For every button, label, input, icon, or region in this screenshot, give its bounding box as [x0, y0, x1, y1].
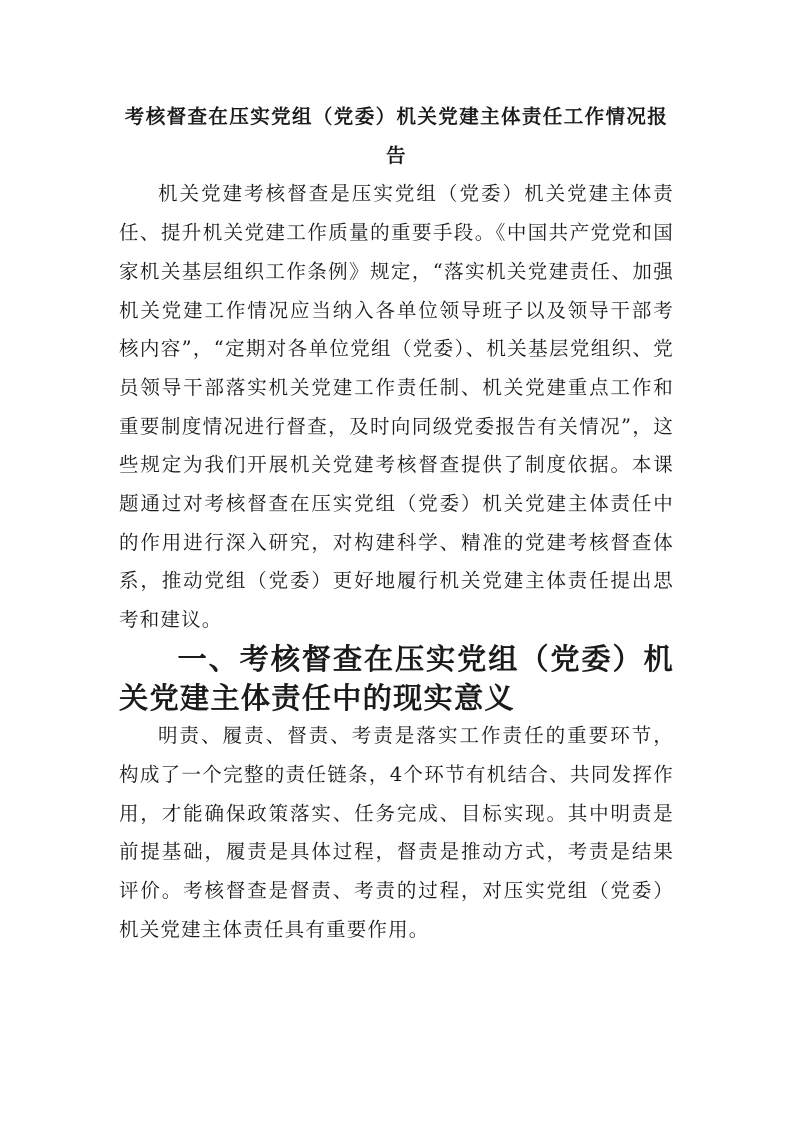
intro-paragraph: 机关党建考核督查是压实党组（党委）机关党建主体责任、提升机关党建工作质量的重要手段。《中国共产党党和国家机关基层组织工作条例》规定，“落实机关党建责任、加强机关党建工作情况应当纳入各单位领导班子以及领导干部考核内容”，“定期对各单位党组（党委）、机关基层党组织、党员领导干部落实机关党建工作责任制、机关党建重点工作和重要制度情况进行督查，及时向同级党委报告有关情况”，这些规定为我们开展机关党建考核督查提供了制度依据。本课题通过对考核督查在压实党组（党委）机关党建主体责任中的作用进行深入研究，对构建科学、精准的党建考核督查体系，推动党组（党委）更好地履行机关党建主体责任提出思考和建议。 — [119, 182, 674, 632]
section-1-paragraph: 明责、履责、督责、考责是落实工作责任的重要环节，构成了一个完整的责任链条，4个环节有机结合、共同发挥作用，才能确保政策落实、任务完成、目标实现。其中明责是前提基础，履责是具体过程，督责是推动方式，考责是结果评价。考核督查是督责、考责的过程，对压实党组（党委）机关党建主体责任具有重要作用。 — [119, 724, 674, 941]
document-title: 考核督查在压实党组（党委）机关党建主体责任工作情况报告 — [124, 105, 669, 167]
document-body — [119, 98, 674, 949]
section-1-heading: 一、考核督查在压实党组（党委）机关党建主体责任中的现实意义 — [119, 641, 674, 715]
